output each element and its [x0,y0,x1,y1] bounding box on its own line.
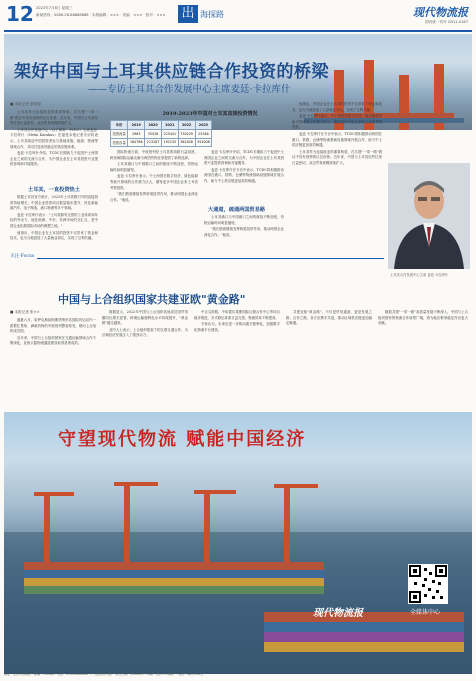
table-cell: 2963 [128,129,145,138]
paragraph: 土耳其港口与中国港口之间的航线不断加密，货物运输时间明显缩短。 [204,215,284,225]
paragraph: 数据显示，2022年中国与上合组织其他成员国贸易额同比增长显著，跨境运输便利化水平持续提升，"黄金路"越走越宽。 [102,310,188,326]
table-title: 2019-2023年中国对土耳其直接投资情况 [162,111,258,117]
paragraph: 麦廷·卡拉库什介绍，TCDC长期致力于促进中土两国企业之间的交流与合作，为中国企业在土耳其投资兴业提供咨询和对接服务。 [10,151,98,167]
table-cell: 361826 [178,138,195,147]
footer-imprint: 地址：北京市西城区 · 邮编：100000 · 电话：010-00000000 · 广告经营许可证：京西工商广字0000号 · 印刷：北京××印刷厂 · 定价：每份2.00元 [4,672,204,676]
paragraph: 盛夏六月，哈萨克斯坦阿斯塔纳东站国际货运站内一派繁忙景象，满载货物的中欧班列整装待发，驶向上合组织成员国。 [10,318,96,334]
paragraph: 土耳其作为连接欧亚的重要桥梁，在共建"一带一路"倡议中具有独特的区位优势。近年来，中国与土耳其经贸往来日益密切，双边贸易规模持续扩大。 [292,149,382,165]
focus-column-3 [194,310,280,408]
paragraph: 他指出，中国企业在土耳其的投资不仅带来了资金和技术，也为当地创造了大量就业岗位，实现了互利共赢。 [292,102,382,112]
port-panorama-banner [4,412,472,674]
paragraph: 麦廷·卡拉库什表示，中土两国在数字经济、绿色能源等新兴领域的合作潜力巨大，期待更多中国企业来土耳其考察投资。 [292,114,382,130]
paragraph: 麦廷·卡拉库什在专访中表示，TCDC将积极推动两国在港口、铁路、仓储等物流基础设施领域开展合作，助力中土供应链更加高效畅通。 [204,167,284,183]
investment-table [110,120,212,147]
table-row [111,138,212,147]
banner-slogan: 守望现代物流 赋能中国经济 [58,429,307,450]
paragraph: 国际物流方面，中欧班列经土耳其的线路日益成熟，跨里海国际运输走廊为两国货物往来提供了新的选择。 [110,150,198,160]
paragraph: 近年来，中国与上合组织国家在交通运输领域合作不断深化，亚欧大陆物流通道建设取得显著成效。 [10,335,96,346]
table-header: 年份 [111,121,128,130]
paragraph: 土耳其合作发展中心（以下简称：TCDC）主席麦廷·卡拉库什（Metin Karakus）在接受本报记者专访时表示，土耳其欢迎中国投资者参与基础设施、能源、物流等领域合作，共同打造高效稳定的供应链体系。 [10,127,98,149]
banner-brand: 现代物流报 [313,608,363,619]
interviewee-photo [388,163,470,269]
article-column-1 [10,110,98,184]
article-column-4 [292,102,382,252]
paragraph: 中吉乌铁路、中哈霍尔果斯国际边境合作中心等项目稳步推进，多式联运体系日益完善，物流效率不断提高。 [194,310,280,320]
table-cell: 35526 [145,129,162,138]
table-header: 2021 [161,121,178,130]
paragraph: 土耳其作为连接欧亚的重要桥梁，在共建"一带一路"倡议中具有独特的区位优势。近年来，中国与土耳其经贸往来日益密切，双边贸易规模持续扩大。 [10,110,98,126]
paragraph: 他指出，中国企业在土耳其的投资不仅带来了资金和技术，也为当地创造了大量就业岗位，实现了互利共赢。 [10,230,98,241]
focus-column-4 [286,310,372,408]
paragraph: 共建亚欧"黄金路"，不仅是贸易通道，更是发展之路、合作之路。各方应携手共进，推动区域供应链更加稳定畅通。 [286,310,372,326]
section-char: 出 [178,5,198,23]
paragraph: 麦廷·卡拉库什介绍，TCDC长期致力于促进中土两国企业之间的交流与合作，为中国企业在土耳其投资兴业提供咨询和对接服务。 [204,150,284,166]
article-column-1b [10,195,98,251]
paragraph: 随着共建"一带一路"高质量发展不断深入，中国与上合组织国家的物流合作前景广阔，将为地区繁荣稳定作出更大贡献。 [378,310,468,326]
paragraph: 土耳其港口与中国港口之间的航线不断加密，货物运输时间明显缩短。 [110,162,198,172]
article-column-3 [204,150,284,204]
paragraph: 专家认为，未来应进一步推动通关便利化，加强数字化物流平台建设。 [194,322,280,332]
focus-headline: 中国与上合组织国家共建亚欧"黄金路" [58,293,246,306]
main-subheadline: ——专访土耳其合作发展中心主席麦廷·卡拉库什 [88,84,291,95]
photo-caption: 土耳其合作发展中心主席 麦廷·卡拉库什 [390,273,449,277]
focus-column-1 [10,318,96,408]
table-cell: 730229 [178,129,195,138]
byline: ■ 本报记者 常佳瑞 [10,102,41,106]
portrait-illustration [388,163,470,269]
main-headline: 架好中国与土耳其供应链合作投资的桥梁 [14,62,329,82]
table-cell: 225441 [161,129,178,138]
section-heading: 大通道，疏通两国贸易路 [208,207,266,213]
paragraph: "我们愿意继续发挥桥梁纽带作用，推动两国企业深化合作。"他说。 [110,192,198,202]
logo-subline: 国内统一刊号 CN11-0167 [425,20,468,24]
focus-column-5 [378,310,468,408]
paragraph: 麦廷·卡拉库什表示："土耳其拥有完善的工业体系和年轻的劳动力，地处欧洲、中东、非洲市场的交汇点，是中国企业拓展国际市场的理想之地。" [10,212,98,228]
table-header: 2023 [195,121,212,130]
table-cell: 391006 [195,138,212,147]
edition-line: 新闻热线：0086-28-88888888 · 本版编辑：××× · 美编：××× · 校对：××× [36,13,166,17]
paragraph: 根据土耳其官方统计，2023年土耳其吸引外国直接投资持续增长，中国企业投资项目数量稳步提升，涉及新能源汽车、电子制造、港口物流等多个领域。 [10,195,98,211]
article-column-2 [110,150,198,250]
section-name: 海探路 [200,10,224,19]
table-cell: 投资流量 [111,129,128,138]
table-cell: 184786 [128,138,145,147]
banner-brand-sub: 全媒体中心 [410,609,441,616]
table-cell: 213187 [145,138,162,147]
table-header: 2020 [145,121,162,130]
newspaper-logo: 现代物流报 [413,6,468,19]
page-number: 12 [6,2,34,26]
table-cell: 192135 [161,138,178,147]
table-header: 2019 [128,121,145,130]
table-row [111,129,212,138]
date-line: 2023年7月6日 星期三 [36,6,73,10]
qr-code[interactable] [408,564,448,604]
paragraph: 麦廷·卡拉库什表示，中土两国在数字经济、绿色能源等新兴领域的合作潜力巨大，期待更多中国企业来土耳其考察投资。 [110,174,198,190]
qr-icon [408,564,448,604]
focus-tag: 关注·Focus [10,253,37,259]
article-column-3b [204,215,284,253]
paragraph: "我们愿意继续发挥桥梁纽带作用，推动两国企业深化合作。"他说。 [204,227,284,237]
focus-rule [10,258,384,259]
table-cell: 25346 [195,129,212,138]
table-header: 2022 [178,121,195,130]
section-heading: 土耳其，一直投资热土 [28,187,80,193]
focus-column-2 [102,310,188,408]
focus-byline: ■ 本报记者 张×× [10,310,40,314]
paragraph: 业内人士表示，上合组织框架下的互联互通合作，为区域经济发展注入了强劲动力。 [102,327,188,338]
paragraph: 麦廷·卡拉库什在专访中表示，TCDC将积极推动两国在港口、铁路、仓储等物流基础设施领域开展合作，助力中土供应链更加高效畅通。 [292,131,382,148]
port-illustration [4,412,472,674]
header-rule [4,30,472,32]
table-cell: 投资存量 [111,138,128,147]
